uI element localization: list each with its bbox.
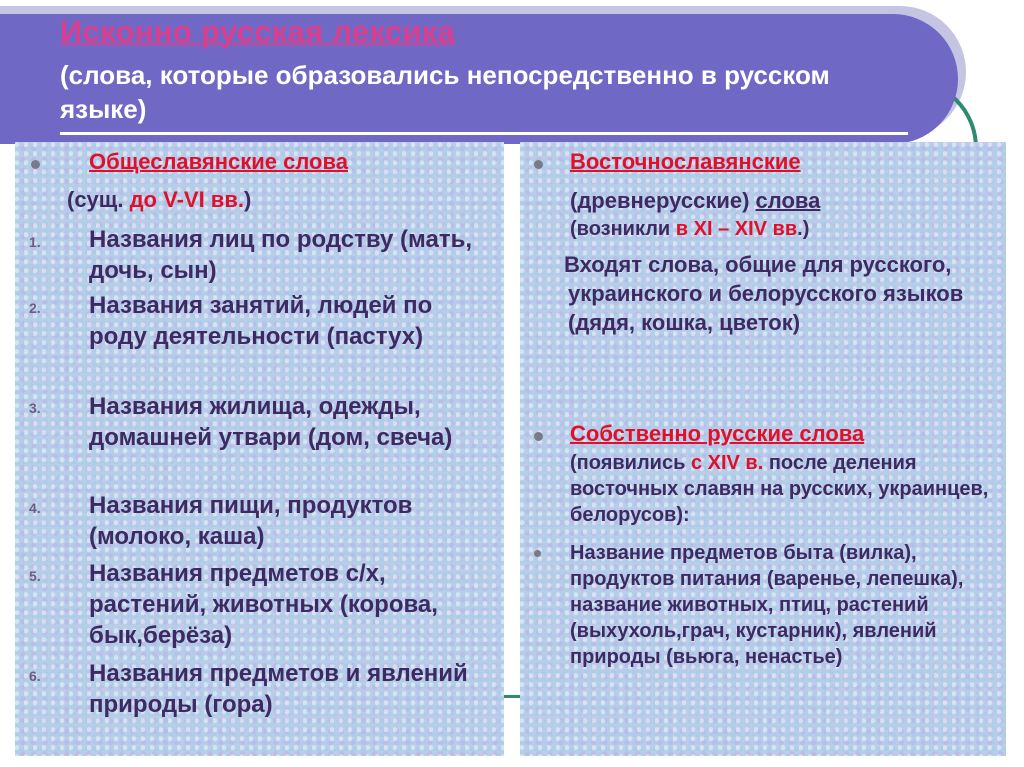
right-list-item: Название предметов быта (вилка), продуктов питания (варенье, лепешка), название животных, птиц, растений (выхухоль,грач, кустарник), явлений природы (вьюга, ненастье): [570, 542, 964, 668]
bullet-icon: [534, 432, 543, 441]
slide-subtitle: (слова, которые образовались непосредственно в русском языке): [60, 60, 830, 124]
list-number: 2.: [29, 300, 41, 316]
list-item: Названия лиц по родству (мать, дочь, сын): [89, 226, 473, 284]
list-item: Названия предметов с/х, растений, животных (корова, бык,берёза): [89, 560, 438, 649]
right-paragraph-2: (появились с XIV в. после деления восточных славян на русских, украинцев, белорусов):: [570, 452, 989, 526]
right-line-2: (возникли в XI – XIV вв.): [570, 218, 810, 240]
bullet-icon: [534, 160, 543, 169]
list-number: 3.: [29, 400, 41, 416]
right-heading-1: Восточнославянские: [570, 149, 801, 174]
list-item: Названия предметов и явлений природы (гора): [89, 660, 468, 718]
left-period: (сущ. до V-VI вв.): [67, 187, 252, 212]
list-item: Названия жилища, одежды, домашней утвари (дом, свеча): [89, 393, 453, 451]
slide-title: Исконно русская лексика: [60, 14, 456, 49]
list-number: 1.: [29, 234, 41, 250]
list-item: Названия пищи, продуктов (молоко, каша): [89, 492, 413, 550]
list-item: Названия занятий, людей по роду деятельности (пастух): [89, 292, 433, 350]
right-line-1: (древнерусские) слова: [570, 188, 821, 213]
list-number: 4.: [29, 500, 41, 516]
left-column: [15, 142, 504, 756]
right-heading-2: Собственно русские слова: [570, 421, 865, 446]
list-number: 5.: [29, 568, 41, 584]
title-underline: [60, 132, 908, 135]
right-paragraph: Входят слова, общие для русского, украинского и белорусского языков (дядя, кошка, цветок): [564, 252, 964, 335]
bullet-icon: [31, 160, 40, 169]
left-heading: Общеславянские слова: [89, 149, 348, 174]
connector-line: [504, 695, 520, 698]
right-column: [520, 142, 1006, 756]
bullet-icon: [534, 550, 541, 557]
list-number: 6.: [29, 668, 41, 684]
